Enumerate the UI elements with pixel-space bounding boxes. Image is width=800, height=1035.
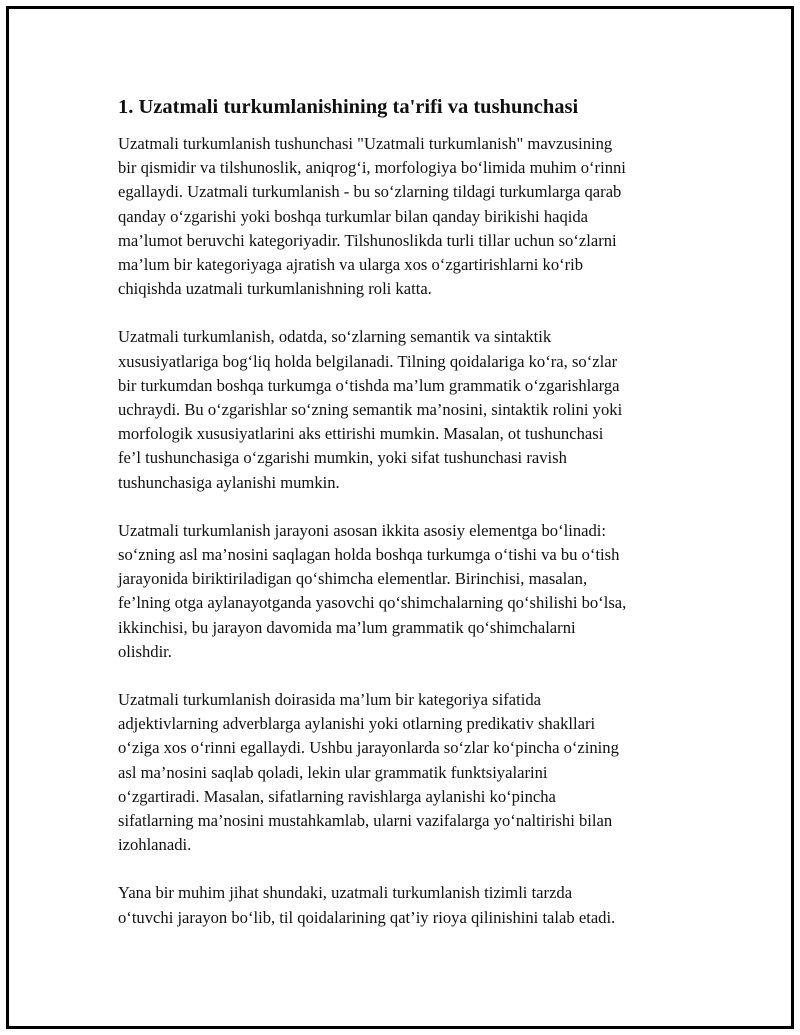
paragraph-1 xyxy=(118,132,698,301)
text-line: o‘zgartiradi. Masalan, sifatlarning ravishlarga aylanishi ko‘pincha xyxy=(118,786,556,806)
text-line: bir qismidir va tilshunoslik, aniqrog‘i, morfologiya bo‘limida muhim o‘rinni xyxy=(118,158,626,178)
text-line: o‘ziga xos o‘rinni egallaydi. Ushbu jarayonlarda so‘zlar ko‘pincha o‘zining xyxy=(118,738,619,758)
text-line: o‘tuvchi jarayon bo‘lib, til qoidalarining qat’iy rioya qilinishini talab etadi. xyxy=(118,907,616,927)
text-line: asl ma’nosini saqlab qoladi, lekin ular grammatik funktsiyalarini xyxy=(118,762,548,782)
paragraph-3 xyxy=(118,519,698,664)
text-line: Uzatmali turkumlanish tushunchasi "Uzatmali turkumlanish" mavzusining xyxy=(118,134,613,153)
text-line: egallaydi. Uzatmali turkumlanish - bu so‘zlarning tildagi turkumlarga qarab xyxy=(118,182,622,202)
text-line: izohlanadi. xyxy=(118,835,192,855)
paragraph-5 xyxy=(118,881,698,929)
paragraph-4 xyxy=(118,688,698,857)
text-line: ma’lumot beruvchi kategoriyadir. Tilshunoslikda turli tillar uchun so‘zlarni xyxy=(118,230,617,250)
text-line: ma’lum bir kategoriyaga ajratish va ularga xos o‘zgartirishlarni ko‘rib xyxy=(118,255,584,275)
text-line: olishdir. xyxy=(118,641,172,661)
text-line: fe’lning otga aylanayotganda yasovchi qo‘shimchalarning qo‘shilishi bo‘lsa, xyxy=(118,593,627,613)
text-line: chiqishda uzatmali turkumlanishning roli katta. xyxy=(118,279,432,299)
text-line: bir turkumdan boshqa turkumga o‘tishda ma’lum grammatik o‘zgarishlarga xyxy=(118,375,620,395)
section-heading: 1. Uzatmali turkumlanishining ta'rifi va tushunchasi xyxy=(118,96,579,118)
document-body xyxy=(118,93,698,954)
text-line: fe’l tushunchasiga o‘zgarishi mumkin, yoki sifat tushunchasi ravish xyxy=(118,448,567,468)
text-line: sifatlarning ma’nosini mustahkamlab, ularni vazifalarga yo‘naltirishi bilan xyxy=(118,811,613,831)
text-line: xususiyatlariga bog‘liq holda belgilanadi. Tilning qoidalariga ko‘ra, so‘zlar xyxy=(118,351,618,371)
text-line: tushunchasiga aylanishi mumkin. xyxy=(118,472,340,492)
text-line: adjektivlarning adverblarga aylanishi yoki otlarning predikativ shakllari xyxy=(118,714,596,734)
text-line: ikkinchisi, bu jarayon davomida ma’lum grammatik qo‘shimchalarni xyxy=(118,617,576,637)
text-line: jarayonida biriktiriladigan qo‘shimcha elementlar. Birinchisi, masalan, xyxy=(118,569,588,589)
text-line: qanday o‘zgarishi yoki boshqa turkumlar bilan qanday birikishi haqida xyxy=(118,206,589,226)
text-line: Uzatmali turkumlanish, odatda, so‘zlarning semantik va sintaktik xyxy=(118,327,552,347)
text-line: Uzatmali turkumlanish doirasida ma’lum bir kategoriya sifatida xyxy=(118,690,542,710)
paragraph-2 xyxy=(118,325,698,494)
text-line: Uzatmali turkumlanish jarayoni asosan ikkita asosiy elementga bo‘linadi: xyxy=(118,520,607,540)
text-line: morfologik xususiyatlarini aks ettirishi mumkin. Masalan, ot tushunchasi xyxy=(118,424,604,444)
text-line: Yana bir muhim jihat shundaki, uzatmali turkumlanish tizimli tarzda xyxy=(118,883,573,903)
text-line: so‘zning asl ma’nosini saqlagan holda boshqa turkumga o‘tishi va bu o‘tish xyxy=(118,545,620,565)
text-line: uchraydi. Bu o‘zgarishlar so‘zning semantik ma’nosini, sintaktik rolini yoki xyxy=(118,400,623,420)
